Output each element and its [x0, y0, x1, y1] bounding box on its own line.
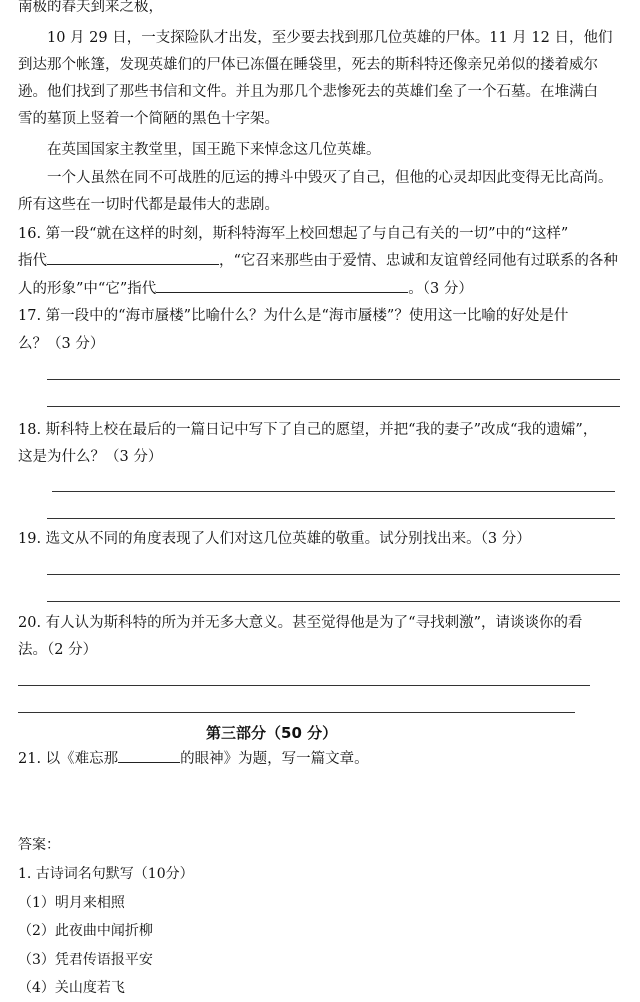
answer-line-17[interactable] — [47, 379, 620, 380]
passage-line: 一个人虽然在同不可战胜的厄运的搏斗中毁灭了自己，但他的心灵却因此变得无比高尚。 — [47, 170, 613, 186]
answer-item: （2）此夜曲中闻折柳 — [18, 923, 153, 939]
question-16-text: 16. 第一段“就在这样的时刻，斯科特海军上校回想起了与自己有关的一切”中的“这样” — [18, 226, 569, 242]
passage-line: 到达那个帐篷，发现英雄们的尸体已冻僵在睡袋里，死去的斯科特还像亲兄弟似的搂着威尔 — [18, 57, 598, 73]
question-18-text: 这是为什么？（3 分） — [18, 449, 163, 465]
answer-line-20[interactable] — [18, 685, 590, 686]
answer-item: （4）关山度若飞 — [18, 980, 125, 996]
question-16-middle: ，“它召来那些由于爱情、忠诚和友谊曾经同他有过联系的各种 — [219, 253, 618, 269]
answer-blank-21[interactable] — [118, 746, 180, 763]
passage-line: 雪的墓顶上竖着一个简陋的黑色十字架。 — [18, 111, 279, 127]
answer-line-17[interactable] — [47, 406, 620, 407]
question-16-line3 — [18, 276, 473, 303]
answer-line-20[interactable] — [18, 712, 575, 713]
passage-line: 在英国国家主教堂里，国王跪下来悼念这几位英雄。 — [47, 142, 381, 158]
answer-blank-16a[interactable] — [47, 248, 219, 265]
answer-line-19[interactable] — [47, 601, 620, 602]
answer-line-19[interactable] — [47, 574, 620, 575]
answers-heading: 答案： — [18, 837, 60, 853]
question-21-suffix: 的眼神》为题，写一篇文章。 — [180, 751, 369, 767]
passage-line: 10 月 29 日，一支探险队才出发，至少要去找到那几位英雄的尸体。11 月 12 日，他们 — [47, 30, 613, 46]
passage-line: 逊。他们找到了那些书信和文件。并且为那几个悲惨死去的英雄们垒了一个石墓。在堆满白 — [18, 84, 598, 100]
question-17-text: 17. 第一段中的“海市蜃楼”比喻什么？为什么是“海市蜃楼”？使用这一比喻的好处是什 — [18, 308, 569, 324]
section-title: 第三部分（50 分） — [206, 724, 338, 742]
question-21-prefix: 21. 以《难忘那 — [18, 751, 119, 767]
question-16-prefix: 指代 — [18, 253, 47, 269]
question-16-score: 。（3 分） — [408, 281, 473, 297]
passage-line: 南极的春天到来之极， — [18, 0, 163, 15]
answer-blank-16b[interactable] — [156, 276, 408, 293]
question-19-text: 19. 选文从不同的角度表现了人们对这几位英雄的敬重。试分别找出来。（3 分） — [18, 531, 531, 547]
answer-line-18[interactable] — [52, 491, 615, 492]
question-16-prefix2: 人的形象”中“它”指代 — [18, 281, 157, 297]
answer-line-18[interactable] — [47, 518, 615, 519]
passage-line: 所有这些在一切时代都是最伟大的悲剧。 — [18, 197, 279, 213]
question-21-line — [18, 746, 369, 773]
question-16-line2 — [18, 248, 618, 275]
question-17-text: 么？（3 分） — [18, 336, 105, 352]
answer-item: 1. 古诗词名句默写（10分） — [18, 866, 194, 882]
answer-item: （3）凭君传语报平安 — [18, 952, 153, 968]
question-18-text: 18. 斯科特上校在最后的一篇日记中写下了自己的愿望，并把“我的妻子”改成“我的遗孀”， — [18, 422, 598, 438]
question-20-text: 20. 有人认为斯科特的所为并无多大意义。甚至觉得他是为了“寻找刺激”，请谈谈你的看 — [18, 615, 583, 631]
answer-item: （1）明月来相照 — [18, 895, 125, 911]
question-20-text: 法。（2 分） — [18, 642, 98, 658]
